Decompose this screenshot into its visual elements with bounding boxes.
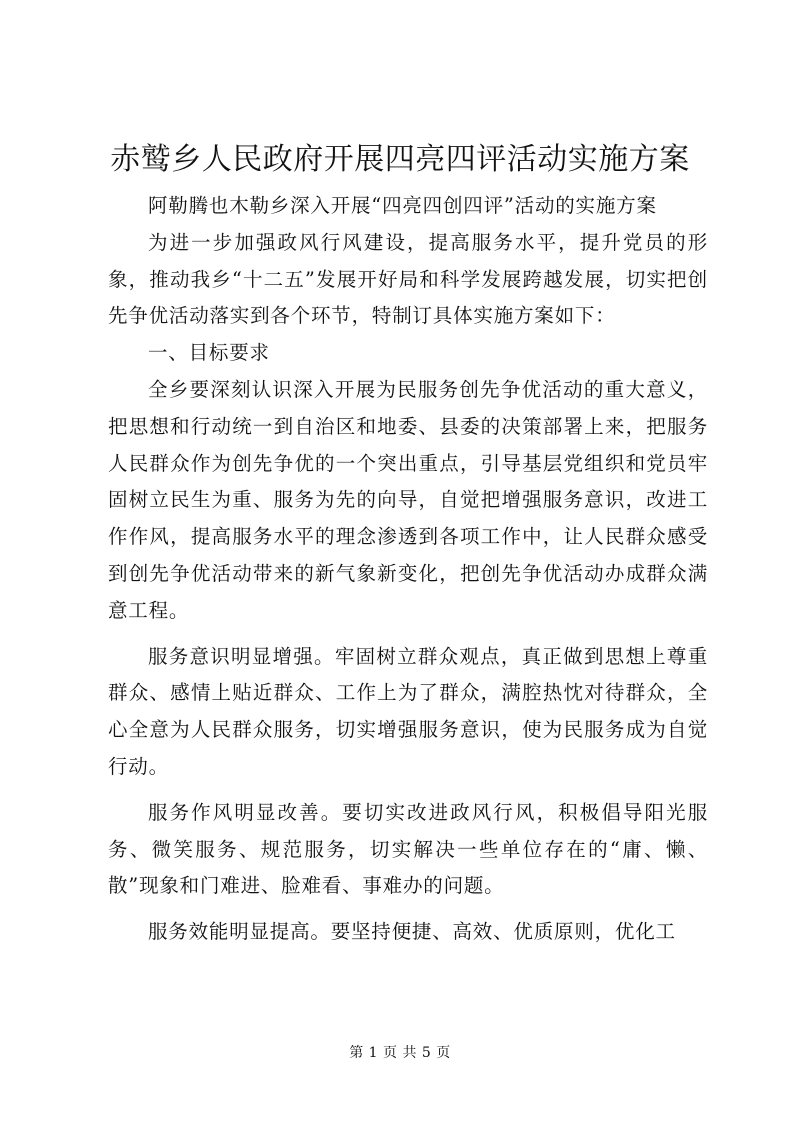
paragraph-subtitle: 阿勒腾也木勒乡深入开展“四亮四创四评”活动的实施方案 xyxy=(148,194,657,217)
section-heading-goals: 一、目标要求 xyxy=(148,341,270,365)
paragraph-service-efficiency: 服务效能明显提高。要坚持便捷、高效、优质原则，优化工 xyxy=(148,920,676,944)
paragraph-intro: 为进一步加强政风行风建设，提高服务水平，提升党员的形象，推动我乡“十二五”发展开好局和科学发展跨越发展，切实把创先争优活动落实到各个环节，特制订具体实施方案如下： xyxy=(108,230,708,328)
paragraph-service-style: 服务作风明显改善。要切实改进政风行风，积极倡导阳光服务、微笑服务、规范服务，切实解决一些单位存在的“庸、懒、散”现象和门难进、脸难看、事难办的问题。 xyxy=(108,800,708,898)
paragraph-goals: 全乡要深刻认识深入开展为民服务创先争优活动的重大意义，把思想和行动统一到自治区和地委、县委的决策部署上来，把服务人民群众作为创先争优的一个突出重点，引导基层党组织和党员牢固树立民生为重、服务为先的向导，自觉把增强服务意识，改进工作作风，提高服务水平的理念渗透到各项工作中，让人民群众感受到创先争优活动带来的新气象新变化，把创先争优活动办成群众满意工程。 xyxy=(108,377,708,622)
paragraph-service-awareness: 服务意识明显增强。牢固树立群众观点，真正做到思想上尊重群众、感情上贴近群众、工作上为了群众，满腔热忱对待群众，全心全意为人民群众服务，切实增强服务意识，使为民服务成为自觉行动。 xyxy=(108,644,708,778)
document-body xyxy=(108,188,708,951)
document-title: 赤鹫乡人民政府开展四亮四评活动实施方案 xyxy=(110,142,690,177)
page-number-footer: 第 1 页 共 5 页 xyxy=(349,1045,451,1061)
